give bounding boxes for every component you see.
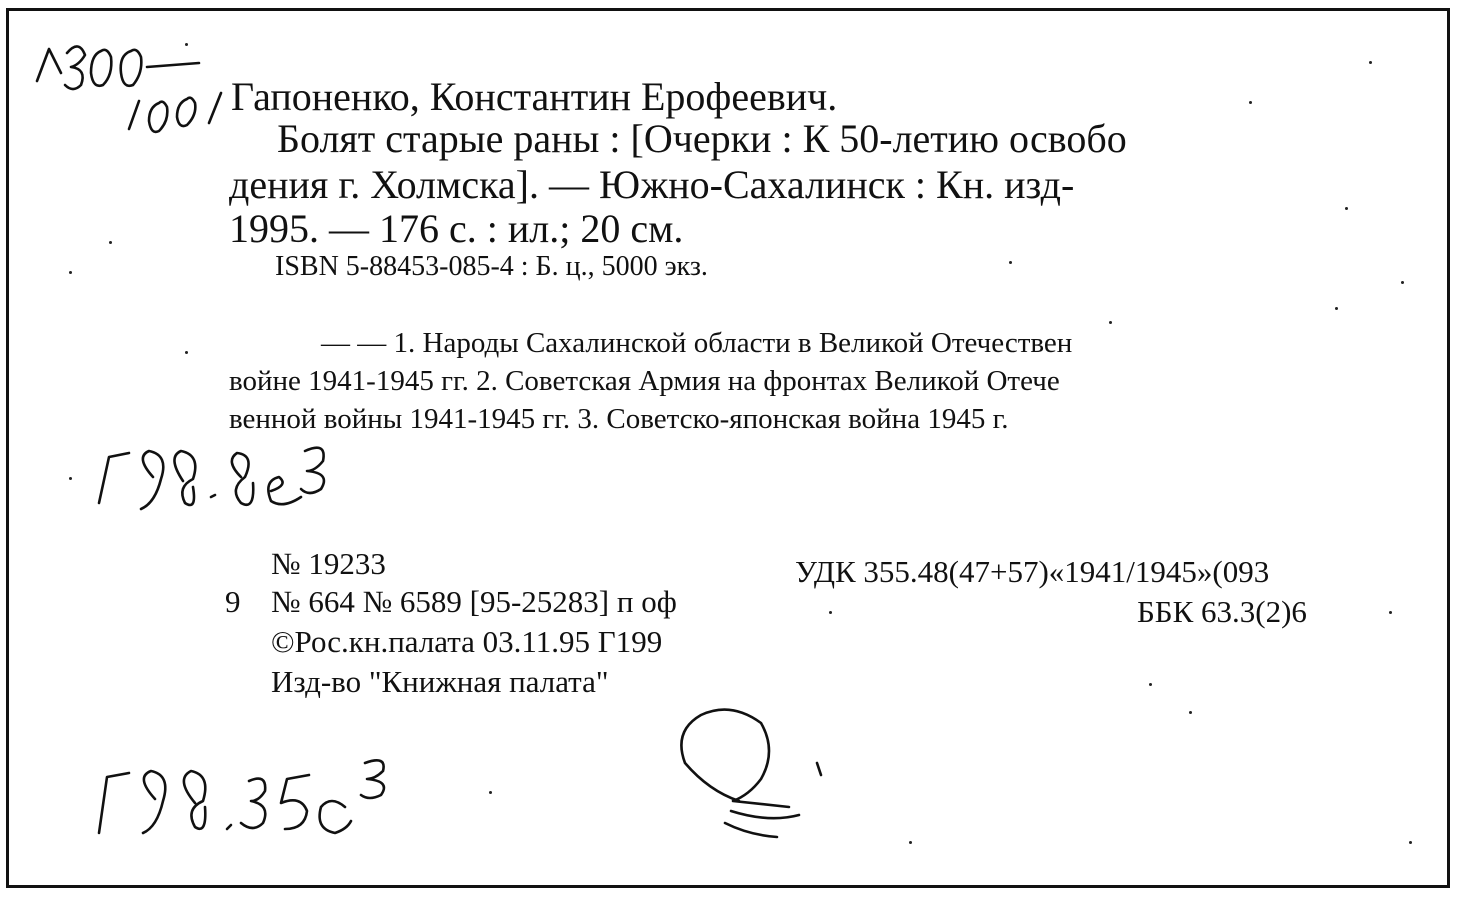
title-line-2: дения г. Холмска]. — Южно-Сахалинск : Кн. изд- xyxy=(229,162,1075,207)
catalog-card xyxy=(6,8,1450,888)
leading-digit: 9 xyxy=(225,584,241,619)
title-line-1: Болят старые раны : [Очерки : К 50-летию освобо xyxy=(277,116,1127,161)
bbk-line: ББК 63.3(2)6 xyxy=(1137,594,1307,629)
record-line: № 664 № 6589 [95-25283] п оф xyxy=(271,584,677,619)
subject-line-2: войне 1941-1945 гг. 2. Советская Армия на фронтах Великой Отече xyxy=(229,365,1060,397)
chamber-line: ©Рос.кн.палата 03.11.95 Г199 xyxy=(271,624,663,659)
subject-line-3: венной войны 1941-1945 гг. 3. Советско-японская война 1945 г. xyxy=(229,403,1009,435)
author-line: Гапоненко, Константин Ерофеевич. xyxy=(231,74,838,119)
publisher-line: Изд-во "Книжная палата" xyxy=(271,664,609,699)
subject-line-1: — — 1. Народы Сахалинской области в Великой Отечествен xyxy=(321,327,1073,359)
title-line-3: 1995. — 176 с. : ил.; 20 см. xyxy=(229,206,684,251)
isbn-line: ISBN 5-88453-085-4 : Б. ц., 5000 экз. xyxy=(275,251,708,282)
udk-line: УДК 355.48(47+57)«1941/1945»(093 xyxy=(795,554,1270,589)
number-line: № 19233 xyxy=(271,546,386,581)
